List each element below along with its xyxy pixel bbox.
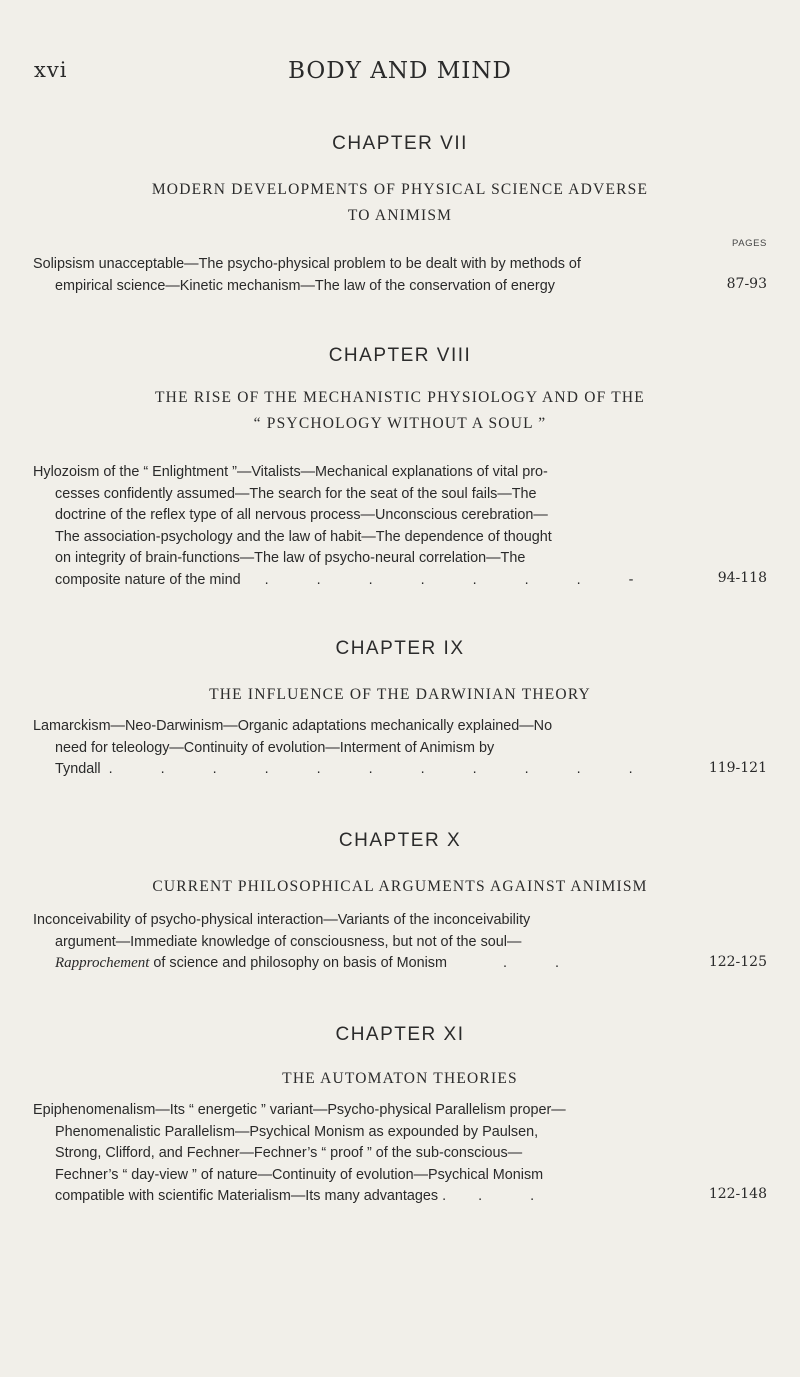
summary-line: need for teleology—Continuity of evolution—Interment of Animism by [55, 739, 495, 756]
chapter-7-summary [33, 254, 713, 297]
pages-column-label: PAGES [731, 238, 767, 249]
chapter-11-pages: 122-148 [708, 1186, 767, 1202]
summary-line: on integrity of brain-functions—The law of psycho-neural correlation—The [55, 550, 526, 566]
subtitle-line: TO ANIMISM [347, 207, 453, 224]
summary-line: Inconceivability of psycho-physical interaction—Variants of the inconceivability [33, 912, 531, 928]
page-header [34, 52, 766, 92]
summary-text: compatible with scientific Materialism—Its many advantages . [55, 1188, 447, 1204]
chapter-title: CHAPTER VIII [328, 345, 472, 366]
chapter-10-summary [33, 910, 713, 975]
running-title: BODY AND MIND [288, 58, 512, 84]
summary-line: Hylozoism of the “ Enlightment ”—Vitalists—Mechanical explanations of vital pro- [33, 464, 548, 480]
summary-line: Solipsism unacceptable—The psycho-physical problem to be dealt with by methods of [33, 256, 581, 272]
chapter-11-summary [33, 1100, 713, 1208]
subtitle-line: THE INFLUENCE OF THE DARWINIAN THEORY [209, 686, 591, 703]
chapter-8-summary [33, 462, 713, 591]
chapter-7 [0, 133, 800, 229]
summary-text: Tyndall [55, 761, 101, 777]
chapter-subtitle [0, 177, 800, 229]
summary-line: Fechner’s “ day-view ” of nature—Continuity of evolution—Psychical Monism [55, 1166, 544, 1183]
chapter-11 [0, 1024, 800, 1092]
summary-line [33, 570, 713, 592]
summary-line: Strong, Clifford, and Fechner—Fechner’s “ proof ” of the sub-conscious— [55, 1145, 523, 1161]
chapter-9-pages: 119-121 [708, 760, 767, 776]
summary-line [33, 953, 713, 975]
summary-line: Phenomenalistic Parallelism—Psychical Monism as expounded by Paulsen, [55, 1123, 539, 1140]
summary-line [33, 1186, 713, 1208]
chapter-subtitle [0, 874, 800, 900]
dot-leader: . . [478, 1188, 557, 1204]
subtitle-line: THE AUTOMATON THEORIES [282, 1070, 518, 1087]
page-number: xvi [34, 58, 68, 82]
chapter-9-summary [33, 716, 713, 781]
chapter-7-pages: 87-93 [726, 276, 767, 292]
subtitle-line: CURRENT PHILOSOPHICAL ARGUMENTS AGAINST ANIMISM [152, 878, 648, 895]
dot-leader: . . . . . . . . . . . [108, 761, 655, 777]
dot-leader: . . . . . . . - [264, 571, 656, 588]
italic-term: Rapprochement [55, 955, 150, 971]
chapter-subtitle [0, 682, 800, 708]
subtitle-line: “ PSYCHOLOGY WITHOUT A SOUL ” [253, 415, 547, 432]
chapter-subtitle [0, 385, 800, 437]
summary-line: empirical science—Kinetic mechanism—The law of the conservation of energy [55, 277, 555, 294]
dot-leader: . . [502, 955, 581, 971]
summary-line [33, 759, 713, 781]
subtitle-line: MODERN DEVELOPMENTS OF PHYSICAL SCIENCE ADVERSE [151, 181, 649, 198]
chapter-8-pages: 94-118 [717, 570, 767, 586]
chapter-10-pages: 122-125 [708, 954, 767, 970]
subtitle-line: THE RISE OF THE MECHANISTIC PHYSIOLOGY AND OF THE [155, 389, 645, 406]
summary-line: cesses confidently assumed—The search for the seat of the soul fails—The [55, 485, 537, 502]
summary-text: composite nature of the mind [55, 571, 241, 588]
chapter-title: CHAPTER XI [335, 1024, 465, 1045]
chapter-10 [0, 830, 800, 900]
chapter-subtitle [0, 1066, 800, 1092]
chapter-title: CHAPTER X [338, 830, 462, 851]
summary-line: doctrine of the reflex type of all nervous process—Unconscious cerebration— [55, 507, 548, 523]
chapter-title: CHAPTER IX [335, 638, 465, 659]
chapter-title: CHAPTER VII [332, 133, 468, 154]
chapter-9 [0, 638, 800, 708]
summary-line: Epiphenomenalism—Its “ energetic ” variant—Psycho-physical Parallelism proper— [33, 1102, 566, 1118]
summary-line: The association-psychology and the law of habit—The dependence of thought [55, 528, 552, 545]
chapter-8 [0, 345, 800, 437]
summary-line: Lamarckism—Neo-Darwinism—Organic adaptations mechanically explained—No [33, 718, 553, 734]
summary-line: argument—Immediate knowledge of consciousness, but not of the soul— [55, 933, 522, 950]
summary-text: of science and philosophy on basis of Monism [149, 955, 447, 971]
